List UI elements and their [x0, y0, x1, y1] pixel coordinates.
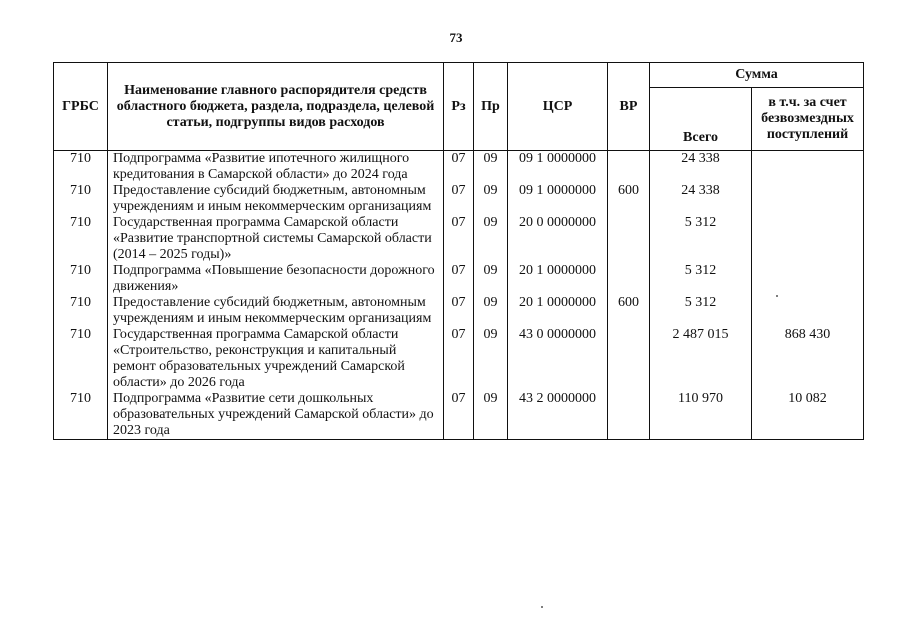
cell-grbs: 710 — [54, 295, 108, 327]
cell-free — [752, 215, 864, 263]
cell-csr: 09 1 0000000 — [508, 151, 608, 184]
cell-total: 2 487 015 — [650, 327, 752, 391]
header-csr: ЦСР — [508, 63, 608, 151]
cell-rz: 07 — [444, 215, 474, 263]
cell-name: Государственная программа Самарской области «Строительство, реконструкция и капитальный ремонт образовательных учреждений Самарской области» до 2026 года — [108, 327, 444, 391]
cell-grbs: 710 — [54, 183, 108, 215]
cell-free: 868 430 — [752, 327, 864, 391]
cell-csr: 20 1 0000000 — [508, 295, 608, 327]
cell-rz: 07 — [444, 263, 474, 295]
cell-csr: 20 0 0000000 — [508, 215, 608, 263]
cell-total: 24 338 — [650, 151, 752, 184]
header-sum: Сумма — [650, 63, 864, 88]
table-row — [54, 327, 864, 391]
cell-pr: 09 — [474, 295, 508, 327]
cell-vr — [608, 263, 650, 295]
cell-vr — [608, 327, 650, 391]
cell-free: 10 082 — [752, 391, 864, 440]
cell-total: 5 312 — [650, 295, 752, 327]
page-number: 73 — [449, 30, 463, 45]
cell-free — [752, 151, 864, 184]
table-row — [54, 215, 864, 263]
header-total: Всего — [650, 88, 752, 151]
cell-total: 5 312 — [650, 215, 752, 263]
scan-speck — [776, 295, 778, 297]
cell-csr: 09 1 0000000 — [508, 183, 608, 215]
cell-pr: 09 — [474, 391, 508, 440]
cell-total: 110 970 — [650, 391, 752, 440]
cell-csr: 43 0 0000000 — [508, 327, 608, 391]
scan-speck — [541, 606, 543, 608]
cell-rz: 07 — [444, 183, 474, 215]
cell-vr — [608, 151, 650, 184]
cell-free — [752, 183, 864, 215]
cell-name: Подпрограмма «Развитие сети дошкольных образовательных учреждений Самарской области» до 2023 года — [108, 391, 444, 440]
table-row — [54, 183, 864, 215]
header-vr: ВР — [608, 63, 650, 151]
cell-rz: 07 — [444, 391, 474, 440]
cell-name: Государственная программа Самарской области «Развитие транспортной системы Самарской области (2014 – 2025 годы)» — [108, 215, 444, 263]
cell-name: Предоставление субсидий бюджетным, автономным учреждениям и иным некоммерческим организациям — [108, 295, 444, 327]
table-row — [54, 295, 864, 327]
table-row — [54, 263, 864, 295]
cell-csr: 20 1 0000000 — [508, 263, 608, 295]
cell-pr: 09 — [474, 327, 508, 391]
cell-pr: 09 — [474, 263, 508, 295]
cell-grbs: 710 — [54, 151, 108, 184]
cell-grbs: 710 — [54, 327, 108, 391]
table-header — [54, 63, 864, 151]
cell-grbs: 710 — [54, 215, 108, 263]
header-pr: Пр — [474, 63, 508, 151]
table-row — [54, 151, 864, 184]
budget-table — [53, 62, 864, 440]
cell-name: Подпрограмма «Повышение безопасности дорожного движения» — [108, 263, 444, 295]
cell-free — [752, 263, 864, 295]
cell-total: 5 312 — [650, 263, 752, 295]
cell-pr: 09 — [474, 215, 508, 263]
header-grbs: ГРБС — [54, 63, 108, 151]
cell-grbs: 710 — [54, 263, 108, 295]
cell-rz: 07 — [444, 295, 474, 327]
header-rz: Рз — [444, 63, 474, 151]
cell-vr: 600 — [608, 183, 650, 215]
header-name: Наименование главного распорядителя средств областного бюджета, раздела, подраздела, целевой статьи, подгруппы видов расходов — [108, 63, 444, 151]
cell-csr: 43 2 0000000 — [508, 391, 608, 440]
cell-name: Подпрограмма «Развитие ипотечного жилищного кредитования в Самарской области» до 2024 года — [108, 151, 444, 184]
table-row — [54, 391, 864, 440]
cell-free — [752, 295, 864, 327]
cell-vr — [608, 391, 650, 440]
cell-rz: 07 — [444, 327, 474, 391]
header-free: в т.ч. за счет безвозмездных поступлений — [752, 88, 864, 151]
cell-rz: 07 — [444, 151, 474, 184]
cell-grbs: 710 — [54, 391, 108, 440]
cell-name: Предоставление субсидий бюджетным, автономным учреждениям и иным некоммерческим организациям — [108, 183, 444, 215]
cell-total: 24 338 — [650, 183, 752, 215]
cell-pr: 09 — [474, 151, 508, 184]
cell-vr: 600 — [608, 295, 650, 327]
cell-pr: 09 — [474, 183, 508, 215]
cell-vr — [608, 215, 650, 263]
